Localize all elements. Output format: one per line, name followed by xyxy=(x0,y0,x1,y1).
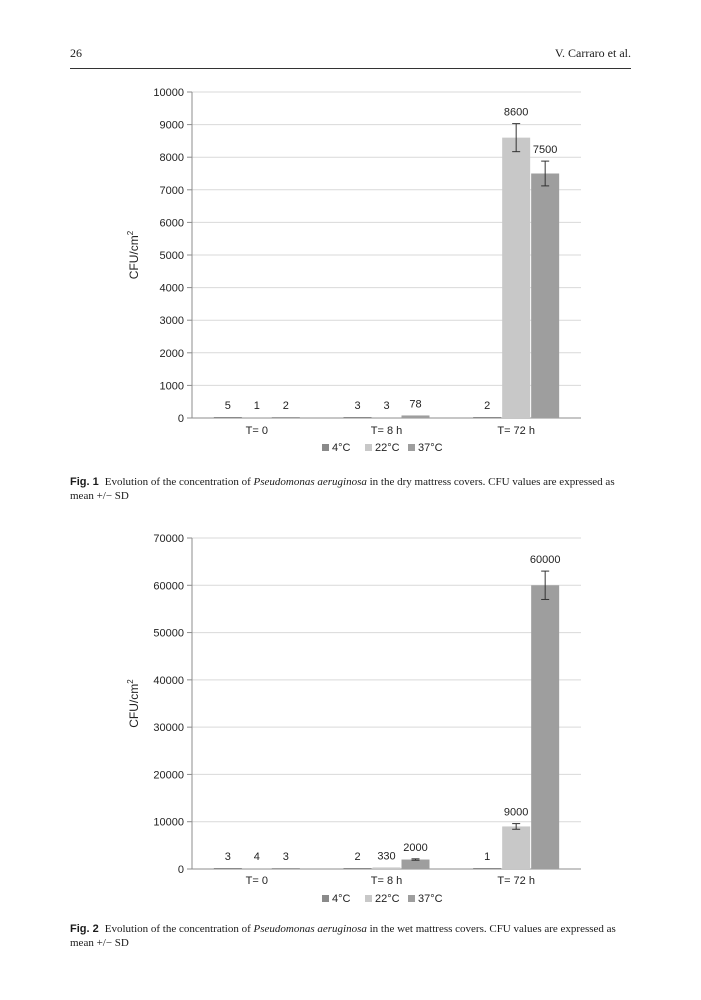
figure-2-caption xyxy=(70,922,632,950)
data-label: 4 xyxy=(253,851,260,863)
bar xyxy=(473,417,501,418)
legend-swatch xyxy=(365,444,372,451)
legend-swatch xyxy=(365,895,372,902)
bar xyxy=(243,417,271,418)
data-label: 60000 xyxy=(529,554,561,567)
data-label: 1 xyxy=(253,400,260,412)
figure-2-label: Fig. 2 xyxy=(70,923,99,935)
y-tick-label: 5000 xyxy=(159,250,184,262)
bar xyxy=(214,868,242,869)
legend-swatch xyxy=(408,444,415,451)
y-tick-label: 8000 xyxy=(159,152,184,165)
page-number: 26 xyxy=(70,46,82,60)
y-tick-label: 0 xyxy=(177,413,184,425)
y-tick-label: 0 xyxy=(177,864,184,876)
y-tick-label: 4000 xyxy=(159,282,184,295)
figure-1-caption-text-end: in the dry mattress covers. CFU values are expressed as mean +/− SD xyxy=(70,476,615,502)
data-label: 3 xyxy=(282,851,289,863)
data-label: 9000 xyxy=(503,806,529,819)
figure-2-caption-text-end: in the wet mattress covers. CFU values are expressed as mean +/− SD xyxy=(70,923,616,949)
legend-label: 22°C xyxy=(375,893,400,905)
y-tick-label: 50000 xyxy=(153,627,184,640)
page-header xyxy=(70,46,631,69)
category-label: T= 72 h xyxy=(497,425,535,437)
data-label: 2 xyxy=(354,851,361,863)
data-label: 7500 xyxy=(532,144,558,157)
y-tick-label: 9000 xyxy=(159,119,184,132)
y-tick-label: 3000 xyxy=(159,315,184,328)
figure-2-chart xyxy=(0,525,701,910)
legend-swatch xyxy=(322,444,329,451)
bar xyxy=(373,867,401,869)
legend-label: 37°C xyxy=(418,442,443,454)
y-tick-label: 10000 xyxy=(153,816,184,829)
data-label: 2 xyxy=(484,400,491,412)
bar xyxy=(502,138,530,418)
bar xyxy=(344,417,372,418)
y-tick-label: 2000 xyxy=(159,347,184,360)
bar xyxy=(344,868,372,869)
category-label: T= 0 xyxy=(245,425,268,437)
bar xyxy=(502,826,530,869)
bar xyxy=(402,860,430,869)
bar xyxy=(272,868,300,869)
legend-swatch xyxy=(322,895,329,902)
y-tick-label: 60000 xyxy=(153,580,184,593)
y-tick-label: 10000 xyxy=(153,87,184,99)
figure-1-chart xyxy=(0,80,701,460)
figure-1-caption-species: Pseudomonas aeruginosa xyxy=(253,476,367,488)
figure-1-caption xyxy=(70,475,632,503)
legend-swatch xyxy=(408,895,415,902)
y-axis-label: CFU/$cm^2$ xyxy=(126,230,141,280)
data-label: 3 xyxy=(224,851,231,863)
figure-2-caption-text-start: Evolution of the concentration of xyxy=(104,923,254,935)
data-label: 2 xyxy=(282,400,289,412)
figure-1-plot xyxy=(0,80,701,460)
bar xyxy=(272,417,300,418)
y-tick-label: 30000 xyxy=(153,722,184,735)
y-tick-label: 40000 xyxy=(153,674,184,687)
bar xyxy=(402,415,430,418)
running-head: V. Carraro et al. xyxy=(554,46,631,60)
legend-label: 4°C xyxy=(332,442,351,454)
y-tick-label: 20000 xyxy=(153,769,184,782)
data-label: 3 xyxy=(383,400,390,412)
legend-label: 37°C xyxy=(418,893,443,905)
data-label: 78 xyxy=(409,398,422,411)
category-label: T= 0 xyxy=(245,875,268,887)
data-label: 3 xyxy=(354,400,361,412)
bar xyxy=(531,174,559,419)
data-label: 330 xyxy=(377,850,396,863)
bar xyxy=(214,417,242,418)
y-axis-label: CFU/$cm^2$ xyxy=(126,679,141,728)
legend-label: 22°C xyxy=(375,442,400,454)
figure-2-caption-species: Pseudomonas aeruginosa xyxy=(253,923,367,935)
y-tick-label: 6000 xyxy=(159,217,184,230)
figure-1-caption-text-start: Evolution of the concentration of xyxy=(104,476,254,488)
figure-2-plot xyxy=(0,525,701,910)
y-tick-label: 1000 xyxy=(159,380,184,393)
data-label: 2000 xyxy=(403,841,428,854)
bar xyxy=(243,868,271,869)
bar xyxy=(531,585,559,869)
data-label: 8600 xyxy=(503,106,529,119)
category-label: T= 72 h xyxy=(497,875,535,887)
bar xyxy=(473,868,501,869)
legend-label: 4°C xyxy=(332,893,351,905)
category-label: T= 8 h xyxy=(370,425,403,437)
data-label: 1 xyxy=(484,851,491,863)
y-tick-label: 70000 xyxy=(153,533,184,545)
y-tick-label: 7000 xyxy=(159,184,184,197)
bar xyxy=(373,417,401,418)
data-label: 5 xyxy=(224,400,231,412)
category-label: T= 8 h xyxy=(370,875,403,887)
figure-1-label: Fig. 1 xyxy=(70,476,99,488)
